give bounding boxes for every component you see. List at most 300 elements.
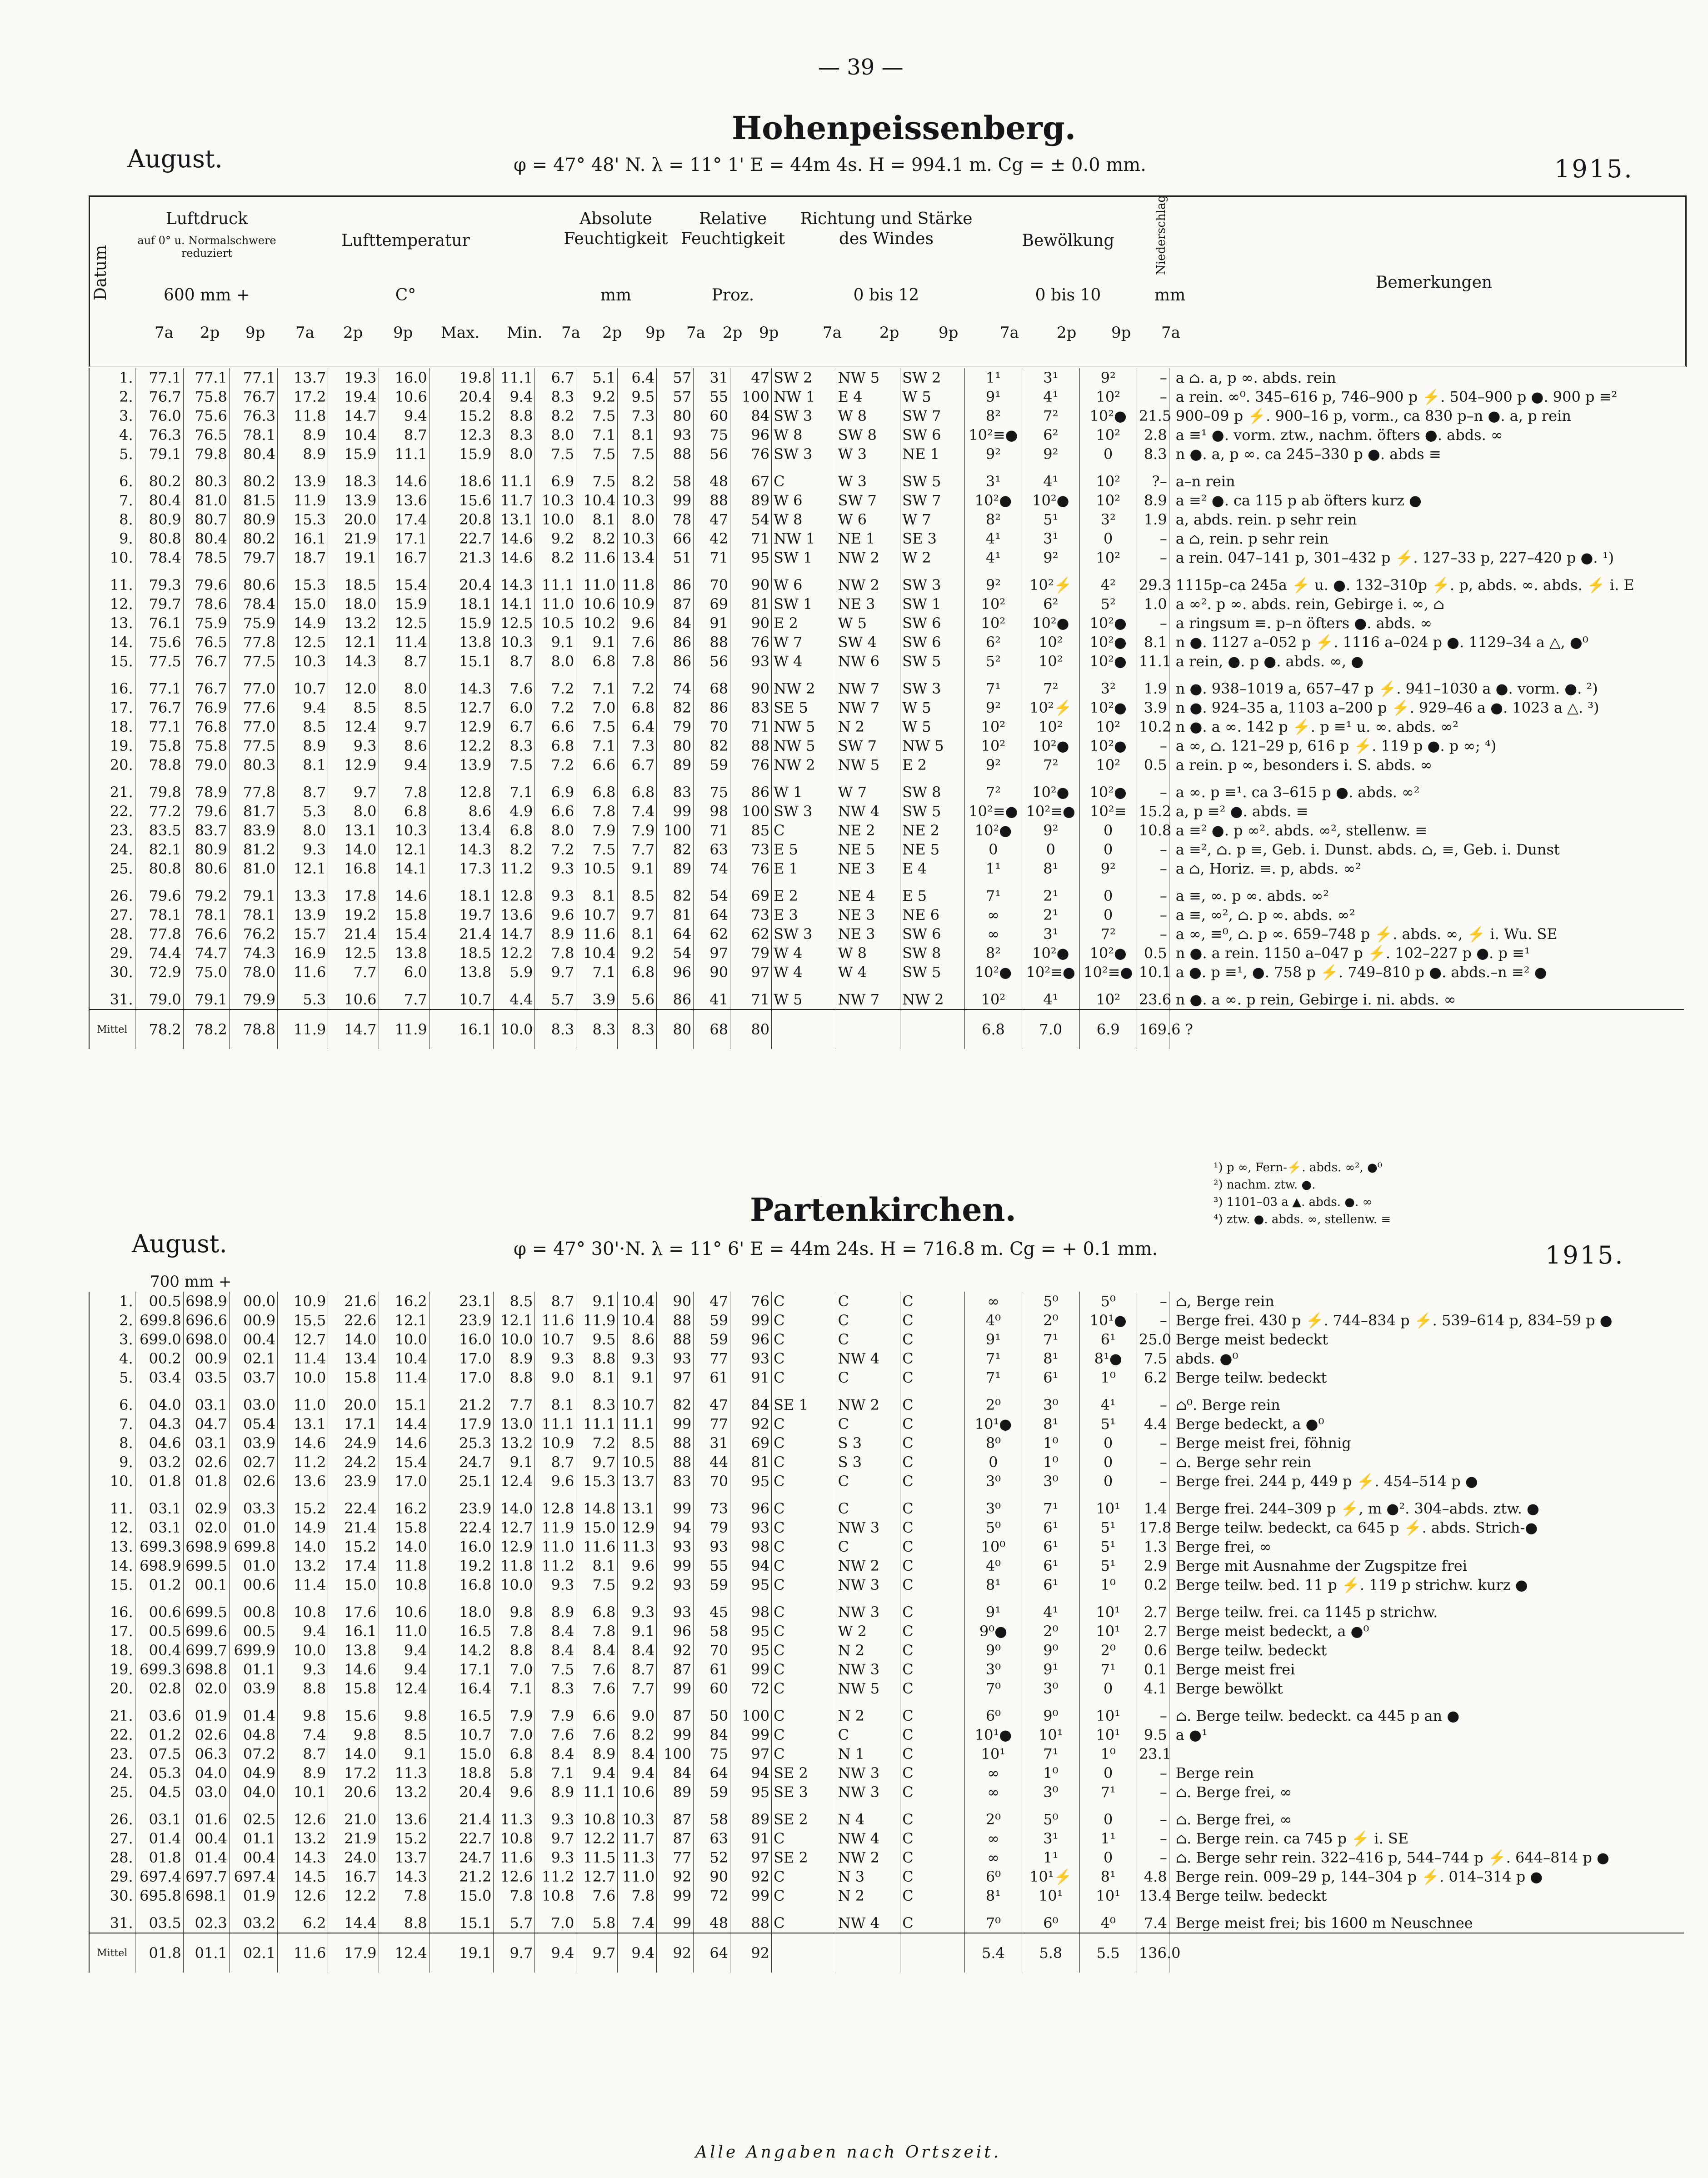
table-row	[89, 1575, 1684, 1594]
table-cell: 9.5	[576, 1330, 618, 1349]
table-cell: 18.1	[429, 886, 494, 905]
table-cell: 697.7	[183, 1867, 229, 1886]
coords-top: φ = 47° 48' N. λ = 11° 1' E = 44m 4s. H = 994.1 m. Cg = ± 0.0 mm.	[514, 155, 1146, 175]
table-cell: 89	[730, 1810, 772, 1829]
table-cell: 86	[657, 633, 694, 652]
table-cell: C	[836, 1537, 900, 1556]
table-cell: ∞	[964, 924, 1022, 944]
table-cell: 12.7	[429, 698, 494, 717]
table-cell: 12.5	[328, 944, 379, 963]
table-cell: W 8	[836, 406, 900, 425]
remarks-cell: Berge bedeckt, a ●⁰	[1169, 1414, 1684, 1434]
group-spacer	[89, 878, 1684, 886]
table-cell: 82	[694, 736, 730, 755]
table-cell: 90	[730, 614, 772, 633]
table-cell: 5.3	[278, 802, 328, 821]
table-cell: C	[900, 1783, 965, 1802]
table-cell: 76.6	[183, 924, 229, 944]
table-cell: 9¹	[1022, 1660, 1079, 1679]
table-cell: C	[772, 1434, 836, 1453]
group-spacer	[89, 567, 1684, 575]
pressure-unit-bottom: 700 mm +	[150, 1273, 232, 1291]
table-cell: 7.1	[494, 783, 535, 802]
date-cell: 26.	[89, 1810, 135, 1829]
date-cell: 18.	[89, 717, 135, 736]
table-cell: 88	[730, 736, 772, 755]
table-cell: 9.1	[535, 633, 576, 652]
table-cell: 7.7	[328, 963, 379, 982]
table-cell: 14.9	[278, 1518, 328, 1537]
table-cell: 99	[657, 1679, 694, 1698]
table-cell: 4¹	[1022, 387, 1079, 406]
table-cell: 14.3	[429, 840, 494, 859]
table-cell: 10²	[964, 990, 1022, 1009]
table-cell: 20.0	[328, 1395, 379, 1414]
table-cell: 6.8	[576, 652, 618, 671]
table-cell: 87	[657, 1810, 694, 1829]
table-cell: 76.3	[229, 406, 277, 425]
table-cell: W 3	[836, 472, 900, 491]
table-cell: 74.4	[135, 944, 183, 963]
coords-bottom: φ = 47° 30'·N. λ = 11° 6' E = 44m 24s. H = 716.8 m. Cg = + 0.1 mm.	[514, 1239, 1158, 1259]
mean-cell: 9.4	[618, 1933, 657, 1973]
table-cell: 8.7	[535, 1453, 576, 1472]
table-cell: 41	[694, 990, 730, 1009]
table-row	[89, 1368, 1684, 1387]
table-cell: 9.3	[278, 840, 328, 859]
date-cell: 21.	[89, 1706, 135, 1725]
date-cell: 29.	[89, 1867, 135, 1886]
table-cell: –	[1137, 1434, 1169, 1453]
table-cell: 01.4	[135, 1829, 183, 1848]
table-cell: 8.3	[494, 425, 535, 445]
table-row	[89, 1603, 1684, 1622]
table-cell: 2.7	[1137, 1622, 1169, 1641]
table-cell: 3¹	[1022, 1829, 1079, 1848]
table-cell: 76.9	[183, 698, 229, 717]
table-cell: SW 8	[900, 944, 965, 963]
table-cell: –	[1137, 859, 1169, 878]
table-cell: SE 1	[772, 1395, 836, 1414]
table-cell: 79.0	[183, 755, 229, 774]
date-cell: 16.	[89, 679, 135, 698]
table-cell: 64	[657, 924, 694, 944]
table-cell: 10²≡	[1079, 802, 1137, 821]
table-cell: C	[836, 1499, 900, 1518]
table-cell: 18.5	[328, 575, 379, 594]
table-cell: C	[836, 1311, 900, 1330]
table-cell: 10²●	[1079, 633, 1137, 652]
table-cell: 82	[657, 840, 694, 859]
table-cell: 14.3	[379, 1867, 429, 1886]
table-cell: 100	[657, 821, 694, 840]
table-row	[89, 1679, 1684, 1698]
table-cell: 10.4	[328, 425, 379, 445]
table-cell: 8.1	[1137, 633, 1169, 652]
table-cell: 6⁰	[964, 1706, 1022, 1725]
table-cell: 10.3	[379, 821, 429, 840]
table-cell: C	[836, 1725, 900, 1744]
table-cell: 80.3	[183, 472, 229, 491]
table-cell: 6⁰	[1022, 1913, 1079, 1933]
table-cell: 00.1	[183, 1575, 229, 1594]
table-cell: 19.2	[328, 905, 379, 924]
table-cell: 1⁰	[1022, 1763, 1079, 1783]
table-cell: 77.8	[229, 783, 277, 802]
table-cell: N 2	[836, 1886, 900, 1905]
table-row	[89, 387, 1684, 406]
table-cell: 6.8	[618, 698, 657, 717]
table-cell: 10²	[964, 594, 1022, 614]
table-cell: SE 2	[772, 1848, 836, 1867]
table-cell: 7.2	[535, 755, 576, 774]
remarks-cell: Berge meist frei, föhnig	[1169, 1434, 1684, 1453]
table-cell: 10²●	[1079, 406, 1137, 425]
table-cell: 8.1	[576, 1556, 618, 1575]
table-cell: 699.8	[135, 1311, 183, 1330]
table-cell: 00.5	[135, 1292, 183, 1311]
table-cell: SW 3	[772, 406, 836, 425]
table-cell: 02.5	[229, 1810, 277, 1829]
table-cell: E 2	[900, 755, 965, 774]
table-cell: –	[1137, 1706, 1169, 1725]
table-cell: 6¹	[1022, 1556, 1079, 1575]
table-cell: 13.3	[278, 886, 328, 905]
table-cell: 18.0	[328, 594, 379, 614]
table-cell: 6¹	[1022, 1537, 1079, 1556]
table-cell: 8.1	[576, 1368, 618, 1387]
table-cell: 10²●	[1079, 944, 1137, 963]
table-cell: 54	[730, 510, 772, 529]
table-cell: 81	[657, 905, 694, 924]
table-cell: 12.9	[429, 717, 494, 736]
table-cell: 10.6	[379, 387, 429, 406]
table-cell: 9⁰	[1022, 1641, 1079, 1660]
table-cell: W 2	[836, 1622, 900, 1641]
table-cell: 9.4	[278, 1622, 328, 1641]
table-cell: 14.0	[278, 1537, 328, 1556]
remarks-cell: a ≡², ⌂. p ≡, Geb. i. Dunst. abds. ⌂, ≡, Geb. i. Dunst	[1169, 840, 1684, 859]
table-cell: 13.6	[494, 905, 535, 924]
remarks-cell: a rein. 047–141 p, 301–432 p ⚡. 127–33 p, 227–420 p ●. ¹)	[1169, 548, 1684, 567]
table-cell: 02.0	[183, 1518, 229, 1537]
table-cell: C	[772, 1453, 836, 1472]
table-cell: 8.2	[618, 1725, 657, 1744]
table-cell: 6.8	[618, 963, 657, 982]
table-cell: 10²	[964, 736, 1022, 755]
mean-cell	[900, 1933, 965, 1973]
table-cell: 100	[730, 802, 772, 821]
table-cell: SW 3	[772, 924, 836, 944]
table-cell: 75	[694, 1744, 730, 1763]
group-spacer	[89, 982, 1684, 990]
remarks-cell: a ∞². p ∞. abds. rein, Gebirge i. ∞, ⌂	[1169, 594, 1684, 614]
table-cell: 77	[694, 1414, 730, 1434]
table-cell: 16.7	[379, 548, 429, 567]
table-cell: 84	[694, 1725, 730, 1744]
table-cell: 01.4	[229, 1706, 277, 1725]
table-cell: 10²●	[964, 821, 1022, 840]
table-cell: 70	[694, 1472, 730, 1491]
table-cell: 88	[730, 1913, 772, 1933]
table-cell: 698.9	[183, 1292, 229, 1311]
table-cell: 21.4	[328, 1518, 379, 1537]
table-cell: ∞	[964, 1763, 1022, 1783]
table-cell: 8.2	[535, 406, 576, 425]
table-cell: NW 2	[836, 575, 900, 594]
table-cell: 10.8	[576, 1810, 618, 1829]
table-cell: 1¹	[964, 859, 1022, 878]
table-cell: 7.4	[618, 1913, 657, 1933]
table-cell: 03.1	[135, 1499, 183, 1518]
table-cell: ?–	[1137, 472, 1169, 491]
table-cell: W 4	[772, 652, 836, 671]
table-cell: C	[772, 1725, 836, 1744]
table-cell: 83.9	[229, 821, 277, 840]
table-cell: W 7	[772, 633, 836, 652]
table-cell: 75.0	[183, 963, 229, 982]
table-cell: 12.7	[494, 1518, 535, 1537]
table-cell: 17.0	[429, 1368, 494, 1387]
table-cell: 95	[730, 1622, 772, 1641]
remarks-cell: n ●. a ∞. p rein, Gebirge i. ni. abds. ∞	[1169, 990, 1684, 1009]
table-cell: 8.3	[1137, 445, 1169, 464]
table-cell: 13.9	[429, 755, 494, 774]
table-cell: 71	[694, 821, 730, 840]
table-cell: 15.2	[278, 1499, 328, 1518]
table-cell: 3¹	[1022, 529, 1079, 548]
table-cell: NW 3	[836, 1603, 900, 1622]
table-cell: 100	[730, 387, 772, 406]
table-cell: 64	[694, 1763, 730, 1783]
table-cell: 8.7	[278, 783, 328, 802]
table-cell: 97	[730, 1744, 772, 1763]
table-cell: 70	[694, 717, 730, 736]
table-cell: 8.5	[379, 1725, 429, 1744]
table-cell: SE 5	[772, 698, 836, 717]
table-cell: 10²≡●	[964, 802, 1022, 821]
date-cell: 1.	[89, 368, 135, 387]
table-cell: 14.4	[328, 1913, 379, 1933]
remarks-cell: Berge meist frei; bis 1600 m Neuschnee	[1169, 1913, 1684, 1933]
table-cell: 11.1	[618, 1414, 657, 1434]
table-cell: 54	[657, 944, 694, 963]
table-row	[89, 1311, 1684, 1330]
table-cell: 9⁰	[1022, 1706, 1079, 1725]
table-cell: 99	[657, 1414, 694, 1434]
table-cell: 10²●	[1079, 783, 1137, 802]
table-cell: 88	[657, 1453, 694, 1472]
mean-cell: 19.1	[429, 1933, 494, 1973]
table-cell: 01.0	[229, 1556, 277, 1575]
table-cell: 6.9	[535, 783, 576, 802]
mean-cell: 78.8	[229, 1009, 277, 1049]
table-cell: 10.7	[618, 1395, 657, 1414]
table-cell: 92	[657, 1641, 694, 1660]
table-cell: 1.3	[1137, 1537, 1169, 1556]
table-cell: 02.8	[135, 1679, 183, 1698]
table-cell: N 2	[836, 717, 900, 736]
table-cell: 0	[1079, 905, 1137, 924]
table-cell: NW 3	[836, 1518, 900, 1537]
table-cell: NE 1	[836, 529, 900, 548]
mean-cell: 01.1	[183, 1933, 229, 1973]
table-cell: 96	[730, 1330, 772, 1349]
table-cell: 11.4	[278, 1349, 328, 1368]
table-cell: C	[900, 1744, 965, 1763]
table-cell: 14.0	[494, 1499, 535, 1518]
table-row	[89, 1913, 1684, 1933]
table-cell: 13.8	[379, 944, 429, 963]
date-cell: 31.	[89, 990, 135, 1009]
table-cell: 7.2	[576, 1434, 618, 1453]
mean-cell: 02.1	[229, 1933, 277, 1973]
table-cell: NE 3	[836, 924, 900, 944]
col-luftdruck-unit: 600 mm +	[163, 286, 250, 305]
table-cell: 80.9	[229, 510, 277, 529]
table-cell: 100	[657, 1744, 694, 1763]
table-cell: 04.7	[183, 1414, 229, 1434]
table-cell: 56	[694, 652, 730, 671]
table-cell: 4¹	[1079, 1395, 1137, 1414]
table-cell: 13.7	[379, 1848, 429, 1867]
table-cell: 10.0	[535, 510, 576, 529]
table-cell: 99	[657, 1499, 694, 1518]
table-cell: 06.3	[183, 1744, 229, 1763]
table-row	[89, 1414, 1684, 1434]
table-cell: 8.0	[278, 821, 328, 840]
table-cell: 97	[694, 944, 730, 963]
table-cell: 55	[694, 1556, 730, 1575]
table-cell: 79.8	[183, 445, 229, 464]
remarks-cell	[1169, 1744, 1684, 1763]
table-cell: 01.6	[183, 1810, 229, 1829]
page-number: — 39 —	[818, 55, 904, 80]
table-cell: 9.7	[535, 1829, 576, 1848]
table-cell: 13.7	[278, 368, 328, 387]
table-cell: 12.2	[328, 1886, 379, 1905]
table-cell: C	[900, 1913, 965, 1933]
table-cell: N 4	[836, 1810, 900, 1829]
table-cell: 2⁰	[964, 1810, 1022, 1829]
table-cell: 0	[1079, 1679, 1137, 1698]
table-row	[89, 1434, 1684, 1453]
table-cell: 11.0	[379, 1622, 429, 1641]
table-cell: 81.0	[183, 491, 229, 510]
date-cell: 28.	[89, 924, 135, 944]
table-cell: 12.1	[379, 840, 429, 859]
table-cell: 59	[694, 1330, 730, 1349]
date-cell: 15.	[89, 1575, 135, 1594]
table-cell: 0.6	[1137, 1641, 1169, 1660]
date-cell: 5.	[89, 1368, 135, 1387]
table-cell: 9.1	[494, 1453, 535, 1472]
table-cell: 02.6	[183, 1453, 229, 1472]
mean-cell: 10.0	[494, 1009, 535, 1049]
table-row	[89, 1763, 1684, 1783]
table-cell: 16.1	[328, 1622, 379, 1641]
table-cell: C	[900, 1453, 965, 1472]
table-cell: 03.1	[183, 1434, 229, 1453]
mean-cell: 92	[730, 1933, 772, 1973]
table-cell: 23.1	[429, 1292, 494, 1311]
table-row	[89, 924, 1684, 944]
table-cell: 9.7	[535, 963, 576, 982]
mean-cell	[772, 1009, 836, 1049]
date-cell: 6.	[89, 472, 135, 491]
table-cell: 10²	[1079, 755, 1137, 774]
table-cell: NE 1	[900, 445, 965, 464]
table-cell: 87	[657, 1706, 694, 1725]
table-cell: 699.6	[183, 1622, 229, 1641]
table-cell: 03.1	[135, 1518, 183, 1537]
table-cell: NW 5	[836, 755, 900, 774]
table-row	[89, 821, 1684, 840]
table-cell: 9.1	[618, 1622, 657, 1641]
table-cell: 6²	[1022, 594, 1079, 614]
table-cell: 48	[694, 1913, 730, 1933]
table-cell: 10.5	[535, 614, 576, 633]
table-cell: 100	[730, 1706, 772, 1725]
table-cell: C	[772, 1622, 836, 1641]
table-cell: 0	[1079, 1848, 1137, 1867]
table-cell: NW 1	[772, 387, 836, 406]
table-cell: 10²	[1022, 633, 1079, 652]
table-cell: 10.8	[535, 1886, 576, 1905]
table-cell: 7.5	[1137, 1349, 1169, 1368]
table-cell: 55	[694, 387, 730, 406]
table-cell: 03.1	[183, 1395, 229, 1414]
col-wind: Richtung und Stärke des Windes	[800, 210, 973, 248]
table-cell: C	[900, 1518, 965, 1537]
table-cell: 16.0	[379, 368, 429, 387]
table-cell: 15.3	[576, 1472, 618, 1491]
table-cell: 11.3	[379, 1763, 429, 1783]
remarks-cell: Berge frei, ∞	[1169, 1537, 1684, 1556]
remarks-cell: n ●. a, p ∞. ca 245–330 p ●. abds ≡	[1169, 445, 1684, 464]
table-cell: N 2	[836, 1641, 900, 1660]
remarks-cell: a–n rein	[1169, 472, 1684, 491]
table-cell: 13.9	[278, 905, 328, 924]
table-cell: C	[772, 1518, 836, 1537]
table-cell: 76.7	[135, 698, 183, 717]
table-cell: 10.8	[494, 1829, 535, 1848]
table-cell: 11.6	[576, 924, 618, 944]
table-cell: 76	[730, 633, 772, 652]
table-cell: NE 3	[836, 859, 900, 878]
table-cell: 7.8	[379, 783, 429, 802]
date-cell: 31.	[89, 1913, 135, 1933]
table-cell: C	[836, 1292, 900, 1311]
table-cell: 9⁰●	[964, 1622, 1022, 1641]
table-cell: 14.0	[328, 840, 379, 859]
table-cell: SW 2	[772, 368, 836, 387]
table-cell: C	[900, 1660, 965, 1679]
mean-cell: 12.4	[379, 1933, 429, 1973]
table-cell: 12.2	[494, 944, 535, 963]
table-cell: 13.2	[494, 1434, 535, 1453]
table-row	[89, 783, 1684, 802]
table-cell: 7.9	[618, 821, 657, 840]
data-table-partenkirchen	[89, 1292, 1684, 1973]
table-cell: 13.6	[379, 1810, 429, 1829]
table-cell: 8²	[964, 944, 1022, 963]
table-cell: 5¹	[1079, 1537, 1137, 1556]
table-cell: SW 3	[772, 802, 836, 821]
table-cell: 8.0	[379, 679, 429, 698]
table-cell: 10.0	[278, 1641, 328, 1660]
table-cell: 12.7	[278, 1330, 328, 1349]
